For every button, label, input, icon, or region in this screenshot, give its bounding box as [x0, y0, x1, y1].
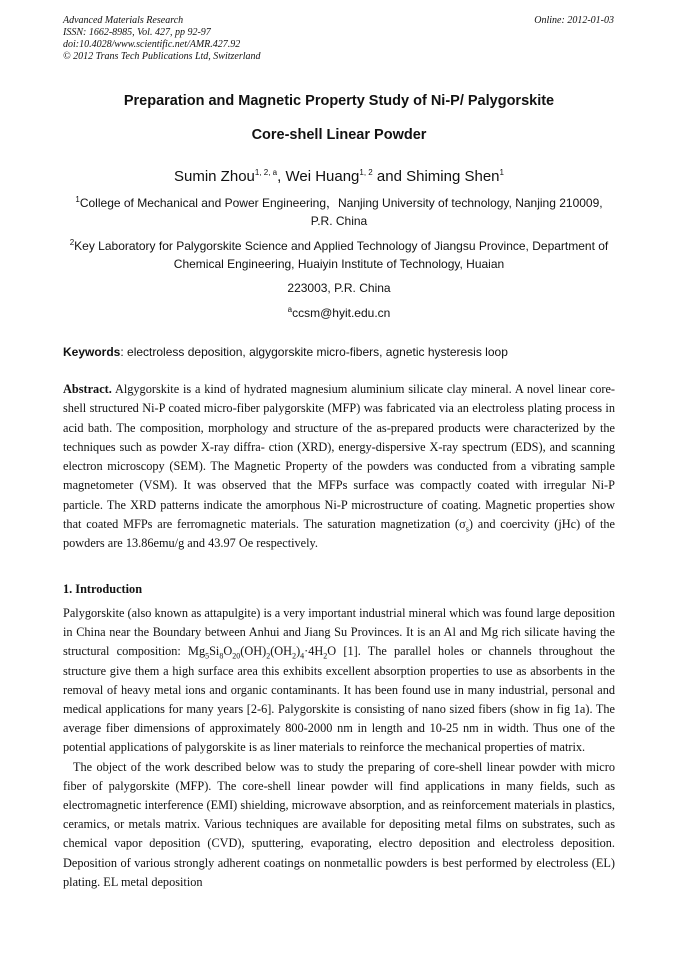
author-affiliation-mark: 1, 2: [359, 168, 373, 177]
affiliation-text: College of Mechanical and Power Engineering，Nanjing University of technology, Nanjing 210009, P.R. China: [79, 196, 603, 228]
formula-text: (OH): [240, 644, 267, 659]
abstract: [63, 380, 615, 554]
email-mark: a: [287, 305, 293, 314]
author-separator: ,: [277, 168, 286, 185]
formula-subscript: 2: [323, 651, 328, 661]
formula-subscript: 4: [300, 651, 305, 661]
formula-subscript: 20: [232, 651, 241, 661]
affiliation-2: [63, 237, 615, 273]
affiliation-text: Key Laboratory for Palygorskite Science and Applied Technology of Jiangsu Province, Department of Chemical Engineering, Huaiyin Institute of Technology, Huaian: [74, 239, 609, 271]
formula-subscript: 8: [219, 651, 224, 661]
paper-title-line-1: Preparation and Magnetic Property Study of Ni-P/ Palygorskite: [123, 93, 555, 109]
online-date: Online: 2012-01-03: [534, 15, 614, 26]
formula-text: Si: [209, 644, 220, 659]
formula-subscript: 5: [205, 651, 210, 661]
issn-line: ISSN: 1662-8985, Vol. 427, pp 92-97: [63, 27, 211, 38]
author-name: Sumin Zhou: [174, 168, 255, 185]
affiliation-1: [63, 194, 615, 230]
doi-line: doi:10.4028/www.scientific.net/AMR.427.92: [63, 39, 241, 50]
abstract-label: Abstract.: [63, 382, 112, 396]
formula-text: ·4H: [304, 644, 324, 659]
formula-text: ): [296, 644, 301, 659]
paragraph-text: O [1]. The parallel holes or channels throughout the structure give them a high surface area this exhibits excellent absorption properties to use as absorbents in the removal of heavy metal ions and organic contaminants. It has been found use in many industrial, personal and medical applications for many years [2-6]. Palygorskite is consisting of nano sized fibers (show in fig 1a). The average fiber dimensions of approximately 800-2000 nm in length and 10-25 nm in width. Thus one of the potential applications of palygorskite is as liner materials to reinforce the mechanical properties of matrix.: [63, 644, 615, 755]
author-separator: and: [372, 168, 407, 185]
keywords: [63, 343, 615, 361]
formula-subscript: 2: [292, 651, 297, 661]
author-affiliation-mark: 1: [499, 168, 504, 177]
copyright-line: © 2012 Trans Tech Publications Ltd, Switzerland: [63, 51, 261, 62]
email-address: ccsm@hyit.edu.cn: [292, 306, 391, 320]
journal-name: Advanced Materials Research: [63, 15, 184, 26]
author-affiliation-mark: 1, 2, a: [254, 168, 278, 177]
affiliation-postcode: 223003, P.R. China: [287, 281, 391, 295]
introduction-body: [63, 604, 615, 892]
author-list: [63, 167, 615, 187]
formula-text: (OH: [270, 644, 293, 659]
author-name: Shiming Shen: [406, 168, 500, 185]
paper-title-line-2: Core-shell Linear Powder: [251, 127, 427, 143]
sigma-subscript: s: [465, 524, 469, 534]
abstract-text-end: ) and coercivity (jHc) of the powders are 13.86emu/g and 43.97 Oe respectively.: [63, 517, 615, 551]
corresponding-email: [63, 304, 615, 322]
formula-text: O: [223, 644, 233, 659]
abstract-text: Algygorskite is a kind of hydrated magnesium aluminium silicate clay mineral. A novel linear core-shell structured Ni-P coated micro-fiber palygorskite (MFP) was fabricated via an electroless plating process in acid bath. The composition, morphology and structure of the as-prepared products were characterized by the techniques such as powder X-ray diffra- ction (XRD), energy-dispersive X-ray spectrum (EDS), and scanning electron microscopy (SEM). The Magnetic Property of the powders was conducted from a vibrating sample magnetometer (VSM). It was observed that the MFPs surface was compactly coated with irregular Ni-P particle. The XRD patterns indicate the amorphous Ni-P microstructure of coating. Magnetic properties show that coated MFPs are ferromagnetic materials. The saturation magnetization (σ: [63, 382, 615, 532]
keywords-text: : electroless deposition, algygorskite micro-fibers, agnetic hysteresis loop: [120, 345, 508, 359]
journal-header: [63, 15, 261, 63]
intro-paragraph-2: The object of the work described below was to study the preparing of core-shell linear powder with micro fiber of palygorskite (MFP). The core-shell linear powder will find applications in many fields, such as electromagnetic interference (EMI) shielding, microwave absorption, and as reinforcement materials in plastics, ceramics, or metals matrix. Various techniques are available for depositing metal films on substrates, such as chemical vapor deposition (CVD), sputtering, evaporating, electro deposition and electroless deposition. Deposition of various strongly adherent coatings on nonmetallic powders is best performed by electroless (EL) plating. EL metal deposition: [63, 759, 615, 889]
section-heading-introduction: 1. Introduction: [63, 582, 143, 596]
paragraph-text: Palygorskite (also known as attapulgite) is a very important industrial mineral which was found large deposition in China near the Boundary between Anhui and Jiang Su Provinces. It is an Al and Mg rich silicate having the structural composition: Mg: [63, 606, 615, 659]
intro-paragraph-1: [63, 604, 615, 758]
formula-subscript: 2: [266, 651, 271, 661]
affiliation-mark: 2: [69, 238, 75, 247]
affiliation-mark: 1: [75, 195, 80, 204]
author-name: Wei Huang: [285, 168, 360, 185]
keywords-label: Keywords: [63, 345, 121, 359]
